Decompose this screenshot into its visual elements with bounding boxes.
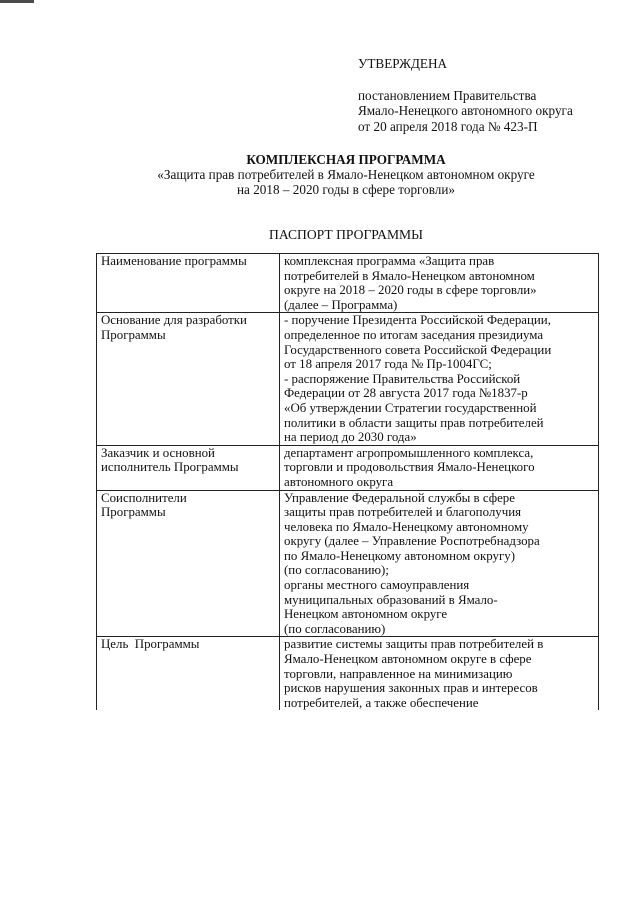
value-line: муниципальных образований в Ямало-: [284, 592, 498, 607]
table-row: [97, 313, 599, 445]
passport-table: [96, 253, 599, 710]
value-line: Государственного совета Российской Федерации: [284, 342, 552, 357]
value-line: потребителей в Ямало-Ненецком автономном: [284, 268, 535, 283]
value-line: политики в области защиты прав потребителей: [284, 415, 544, 430]
program-subtitle-line: «Защита прав потребителей в Ямало-Ненецком автономном округе: [157, 167, 535, 182]
scan-corner-mark: [0, 0, 34, 3]
table-row: [97, 637, 599, 710]
value-line: (по согласованию);: [284, 563, 389, 578]
program-title: КОМПЛЕКСНАЯ ПРОГРАММА: [246, 152, 446, 167]
approval-line: от 20 апреля 2018 года № 423-П: [358, 118, 538, 134]
value-line: округе на 2018 – 2020 годы в сфере торговли»: [284, 283, 537, 298]
row-label: [97, 445, 280, 490]
label-line: Основание для разработки: [101, 313, 247, 328]
value-line: округу (далее – Управление Роспотребнадзора: [284, 534, 540, 549]
value-line: департамент агропромышленного комплекса,: [284, 445, 534, 460]
approval-line: постановлением Правительства: [358, 87, 537, 103]
table-row: [97, 445, 599, 490]
value-line: рисков нарушения законных прав и интересов: [284, 681, 538, 696]
label-line: Программы: [101, 505, 166, 520]
value-line: от 18 апреля 2017 года № Пр-1004ГС;: [284, 357, 492, 372]
row-label: [97, 490, 280, 637]
row-value: [280, 254, 599, 313]
label-line: Соисполнители: [101, 490, 187, 505]
value-line: Ямало-Ненецком автономном округе в сфере: [284, 652, 532, 667]
program-subtitle-line: на 2018 – 2020 годы в сфере торговли»: [236, 182, 456, 197]
value-line: потребителей, а также обеспечение: [284, 695, 479, 710]
value-line: автономного округа: [284, 474, 394, 489]
row-value: [280, 637, 599, 710]
approval-title: УТВЕРЖДЕНА: [358, 56, 448, 71]
row-label: [97, 637, 280, 710]
value-line: человека по Ямало-Ненецкому автономному: [284, 519, 529, 534]
value-line: торговли, направленное на минимизацию: [284, 666, 513, 681]
label-line: исполнитель Программы: [101, 460, 239, 475]
value-line: - поручение Президента Российской Федерации,: [284, 313, 551, 328]
value-line: Ненецком автономном округе: [284, 607, 448, 622]
value-line: торговли и продовольствия Ямало-Ненецкого: [284, 460, 535, 475]
value-line: (далее – Программа): [284, 297, 398, 312]
table-row: [97, 254, 599, 313]
value-line: «Об утверждении Стратегии государственной: [284, 400, 537, 415]
row-value: [280, 445, 599, 490]
table-row: [97, 490, 599, 637]
value-line: органы местного самоуправления: [284, 578, 470, 593]
value-line: на период до 2030 года»: [284, 430, 417, 445]
label-line: Заказчик и основной: [101, 445, 215, 460]
value-line: развитие системы защиты прав потребителей в: [284, 637, 544, 652]
value-line: Управление Федеральной службы в сфере: [284, 490, 515, 505]
value-line: - распоряжение Правительства Российской: [284, 371, 521, 386]
row-value: [280, 490, 599, 637]
label-line: Программы: [101, 327, 166, 342]
value-line: комплексная программа «Защита прав: [284, 254, 495, 268]
value-line: защиты прав потребителей и благополучия: [284, 505, 522, 520]
approval-stamp: [358, 56, 573, 134]
row-label: [97, 254, 280, 313]
value-line: (по согласованию): [284, 621, 386, 636]
value-line: определенное по итогам заседания президиума: [284, 327, 544, 342]
program-heading: [0, 152, 640, 197]
row-value: [280, 313, 599, 445]
value-line: Федерации от 28 августа 2017 года №1837-р: [284, 386, 528, 401]
label-line: Наименование программы: [101, 254, 247, 268]
approval-line: Ямало-Ненецкого автономного округа: [358, 103, 573, 118]
row-label: [97, 313, 280, 445]
value-line: по Ямало-Ненецкому автономном округу): [284, 548, 516, 563]
passport-title: ПАСПОРТ ПРОГРАММЫ: [269, 227, 423, 242]
label-line: Цель Программы: [101, 637, 200, 652]
